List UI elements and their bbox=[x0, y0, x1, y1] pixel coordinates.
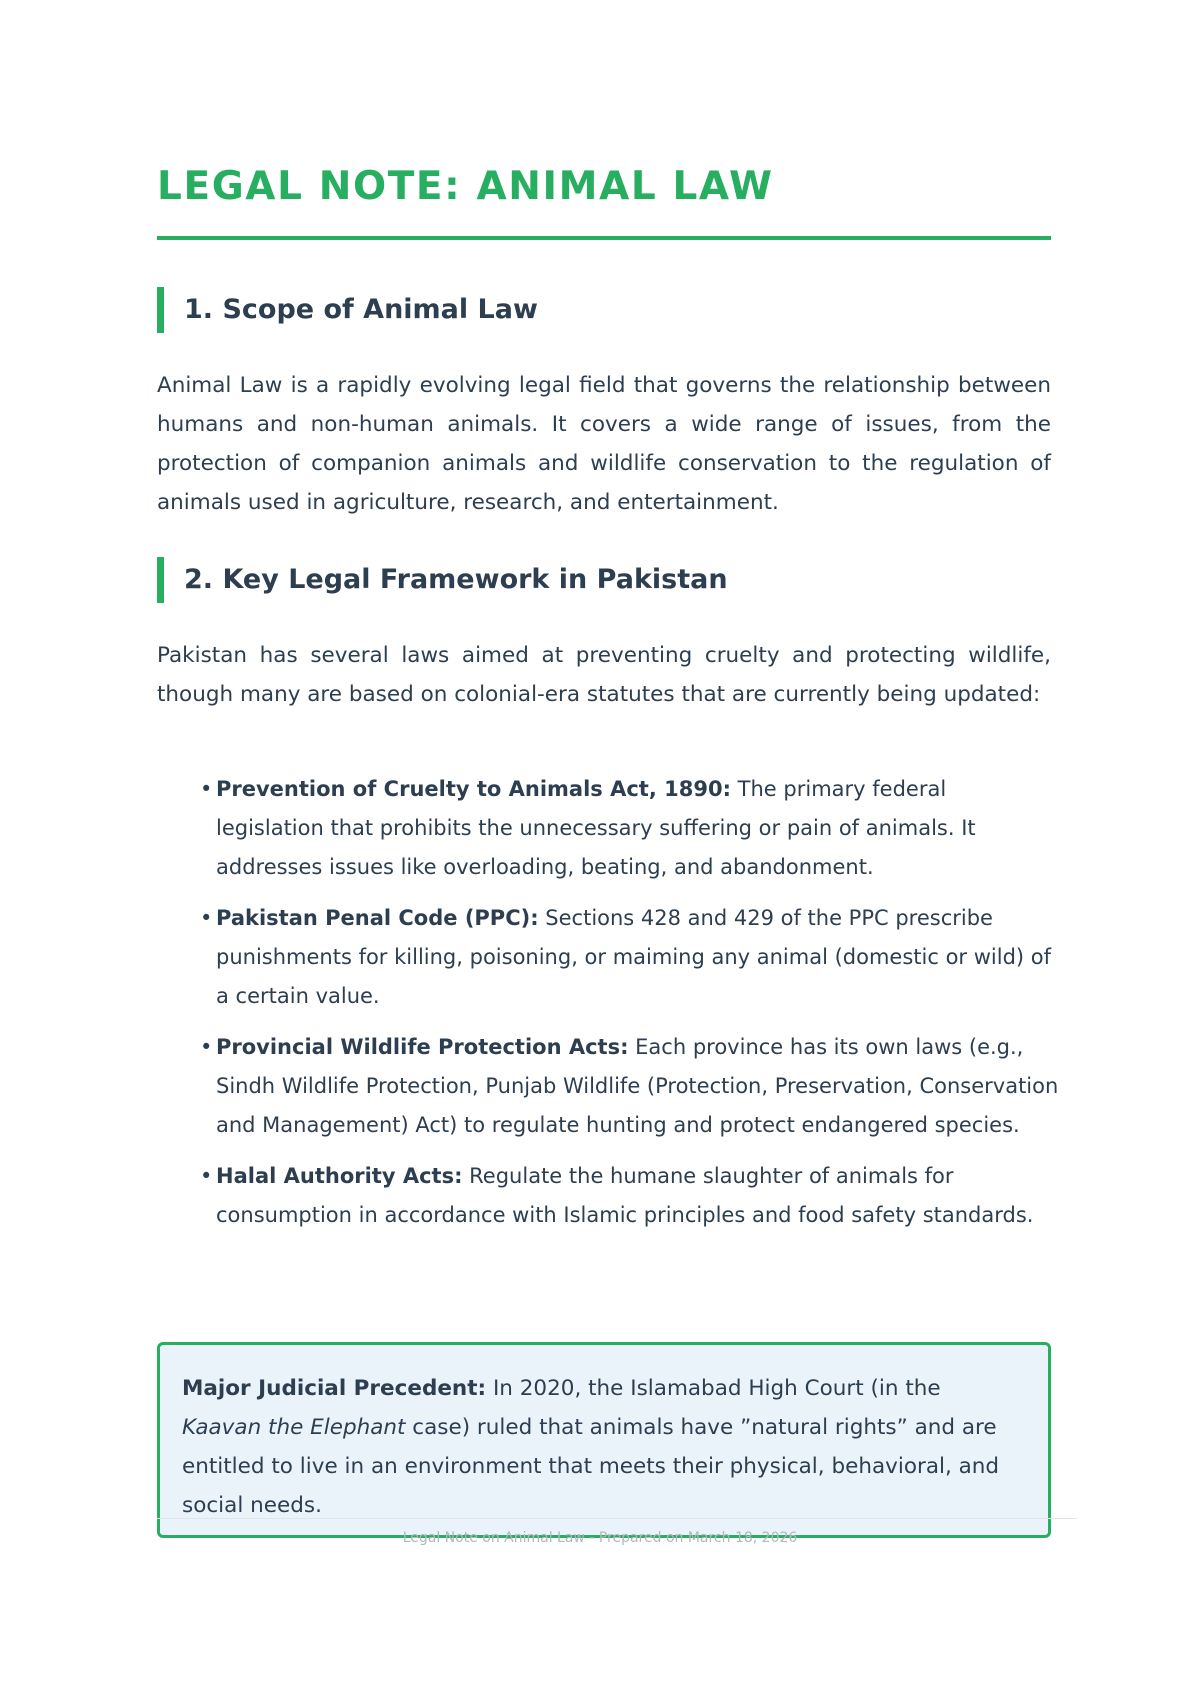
page-footer: Legal Note on Animal Law - Prepared on March 18, 2026 bbox=[402, 1530, 798, 1546]
section-heading-framework: 2. Key Legal Framework in Pakistan bbox=[157, 557, 728, 603]
list-item-term: Halal Authority Acts: bbox=[216, 1164, 463, 1188]
list-item-term: Provincial Wildlife Protection Acts: bbox=[216, 1035, 629, 1059]
bullet-icon: • bbox=[200, 1035, 213, 1059]
title-divider bbox=[157, 236, 1051, 240]
list-item-term: Pakistan Penal Code (PPC): bbox=[216, 906, 539, 930]
list-item-wildlife-acts bbox=[200, 1028, 1060, 1145]
framework-intro-paragraph: Pakistan has several laws aimed at preventing cruelty and protecting wildlife, though many are based on colonial-era statutes that are currently being updated: bbox=[157, 643, 1051, 707]
callout-text-before: In 2020, the Islamabad High Court (in the bbox=[486, 1376, 941, 1401]
list-item-term: Prevention of Cruelty to Animals Act, 1890: bbox=[216, 777, 731, 801]
list-item-text: The primary federal legislation that prohibits the unnecessary suffering or pain of animals. It addresses issues like overloading, beating, and abandonment. bbox=[216, 777, 976, 879]
bullet-icon: • bbox=[200, 1164, 213, 1188]
bullet-icon: • bbox=[200, 777, 213, 801]
list-item-text: Each province has its own laws (e.g., Sindh Wildlife Protection, Punjab Wildlife (Protection, Preservation, Conservation and Management) Act) to regulate hunting and protect endangered species. bbox=[216, 1035, 1059, 1137]
framework-list bbox=[200, 770, 1060, 1247]
list-item-text: Regulate the humane slaughter of animals for consumption in accordance with Islamic principles and food safety standards. bbox=[216, 1164, 1034, 1227]
bullet-icon: • bbox=[200, 906, 213, 930]
list-item-penal-code bbox=[200, 899, 1060, 1016]
callout-text-after: case) ruled that animals have ”natural rights” and are entitled to live in an environment that meets their physical, behavioral, and social needs. bbox=[182, 1415, 1000, 1518]
list-item-text: Sections 428 and 429 of the PPC prescribe punishments for killing, poisoning, or maiming any animal (domestic or wild) of a certain value. bbox=[216, 906, 1052, 1008]
case-name: Kaavan the Elephant bbox=[182, 1415, 406, 1440]
footer-divider bbox=[157, 1518, 1077, 1519]
scope-paragraph: Animal Law is a rapidly evolving legal field that governs the relationship between humans and non-human animals. It covers a wide range of issues, from the protection of companion animals and wildlife conservation to the regulation of animals used in agriculture, research, and entertainment. bbox=[157, 373, 1051, 515]
precedent-callout-box bbox=[157, 1342, 1051, 1538]
document-title: LEGAL NOTE: ANIMAL LAW bbox=[157, 164, 774, 209]
list-item-halal-acts bbox=[200, 1157, 1060, 1235]
section-heading-scope: 1. Scope of Animal Law bbox=[157, 287, 538, 333]
list-item-cruelty-act bbox=[200, 770, 1060, 887]
callout-term: Major Judicial Precedent: bbox=[182, 1376, 487, 1401]
